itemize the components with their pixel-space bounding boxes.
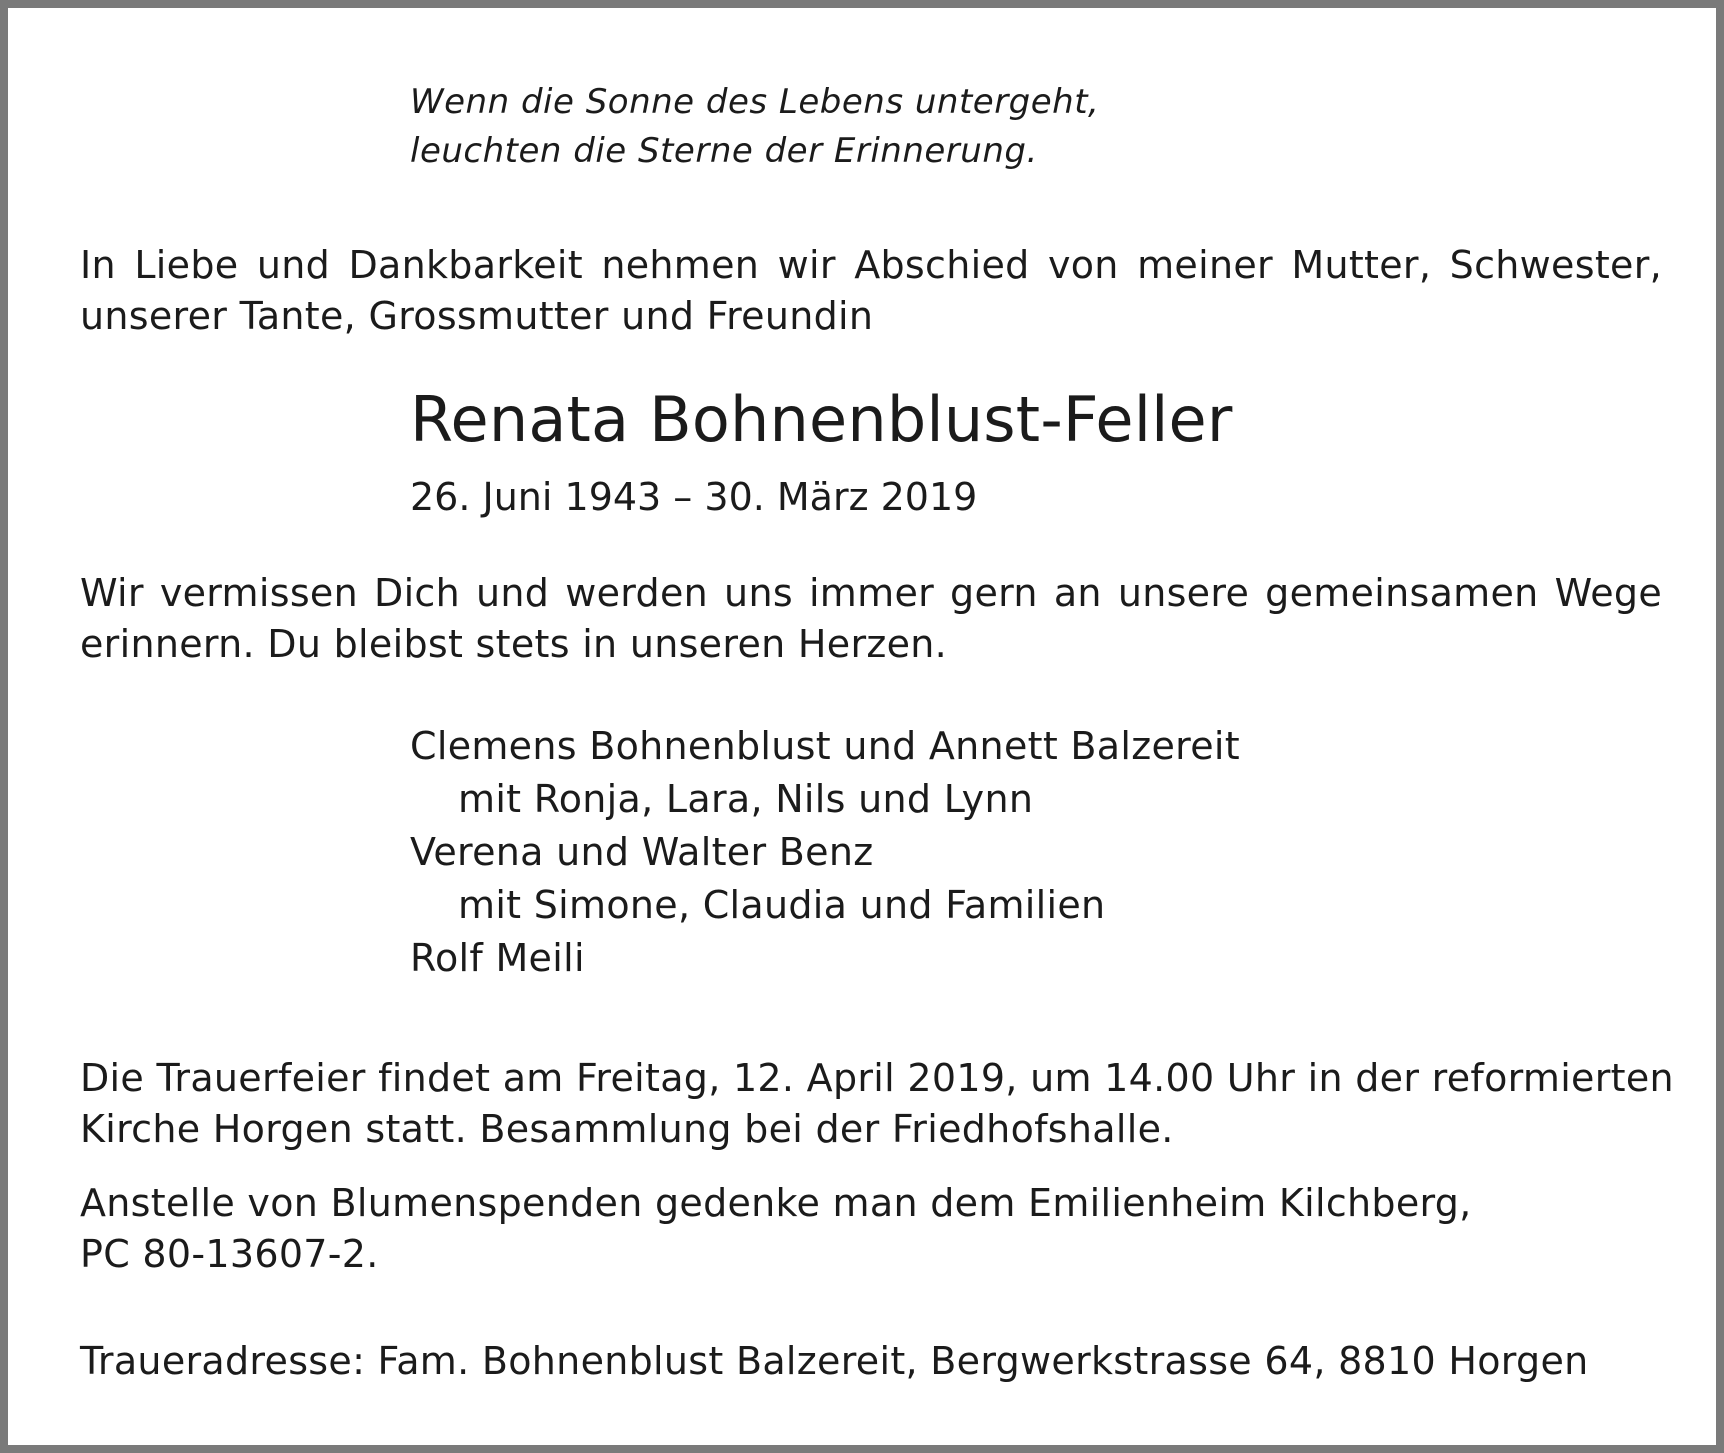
service-line-2: Kirche Horgen statt. Besammlung bei der Friedhofshalle. (80, 1107, 1174, 1151)
intro-line-1: In Liebe und Dankbarkeit nehmen wir Abschied von meiner Mutter, Schwester, (80, 243, 1662, 287)
donation-line-1: Anstelle von Blumenspenden gedenke man dem Emilienheim Kilchberg, (80, 1181, 1472, 1225)
motto-line-2: leuchten die Sterne der Erinnerung. (410, 131, 1038, 171)
mourner-line: mit Simone, Claudia und Familien (458, 883, 1106, 927)
donation-line-2: PC 80-13607-2. (80, 1232, 379, 1276)
intro-paragraph (80, 240, 1662, 342)
life-dates: 26. Juni 1943 – 30. März 2019 (410, 475, 978, 519)
mourner-line: Rolf Meili (410, 936, 585, 980)
motto-line-1: Wenn die Sonne des Lebens untergeht, (410, 82, 1100, 122)
deceased-name: Renata Bohnenblust-Feller (410, 383, 1233, 456)
mourner-line: Clemens Bohnenblust und Annett Balzereit (410, 724, 1240, 768)
motto-quote (410, 78, 1099, 176)
message-paragraph (80, 568, 1662, 670)
mourners-list (410, 720, 1240, 985)
mourner-line: Verena und Walter Benz (410, 830, 874, 874)
mourning-address: Traueradresse: Fam. Bohnenblust Balzereit, Bergwerkstrasse 64, 8810 Horgen (80, 1339, 1589, 1383)
service-line-1: Die Trauerfeier findet am Freitag, 12. April 2019, um 14.00 Uhr in der reformierten (80, 1056, 1674, 1100)
donation-paragraph (80, 1178, 1662, 1280)
service-paragraph (80, 1053, 1674, 1155)
message-line-2: erinnern. Du bleibst stets in unseren Herzen. (80, 622, 948, 666)
mourner-line: mit Ronja, Lara, Nils und Lynn (458, 777, 1034, 821)
message-line-1: Wir vermissen Dich und werden uns immer gern an unsere gemeinsamen Wege (80, 571, 1662, 615)
intro-line-2: unserer Tante, Grossmutter und Freundin (80, 294, 874, 338)
